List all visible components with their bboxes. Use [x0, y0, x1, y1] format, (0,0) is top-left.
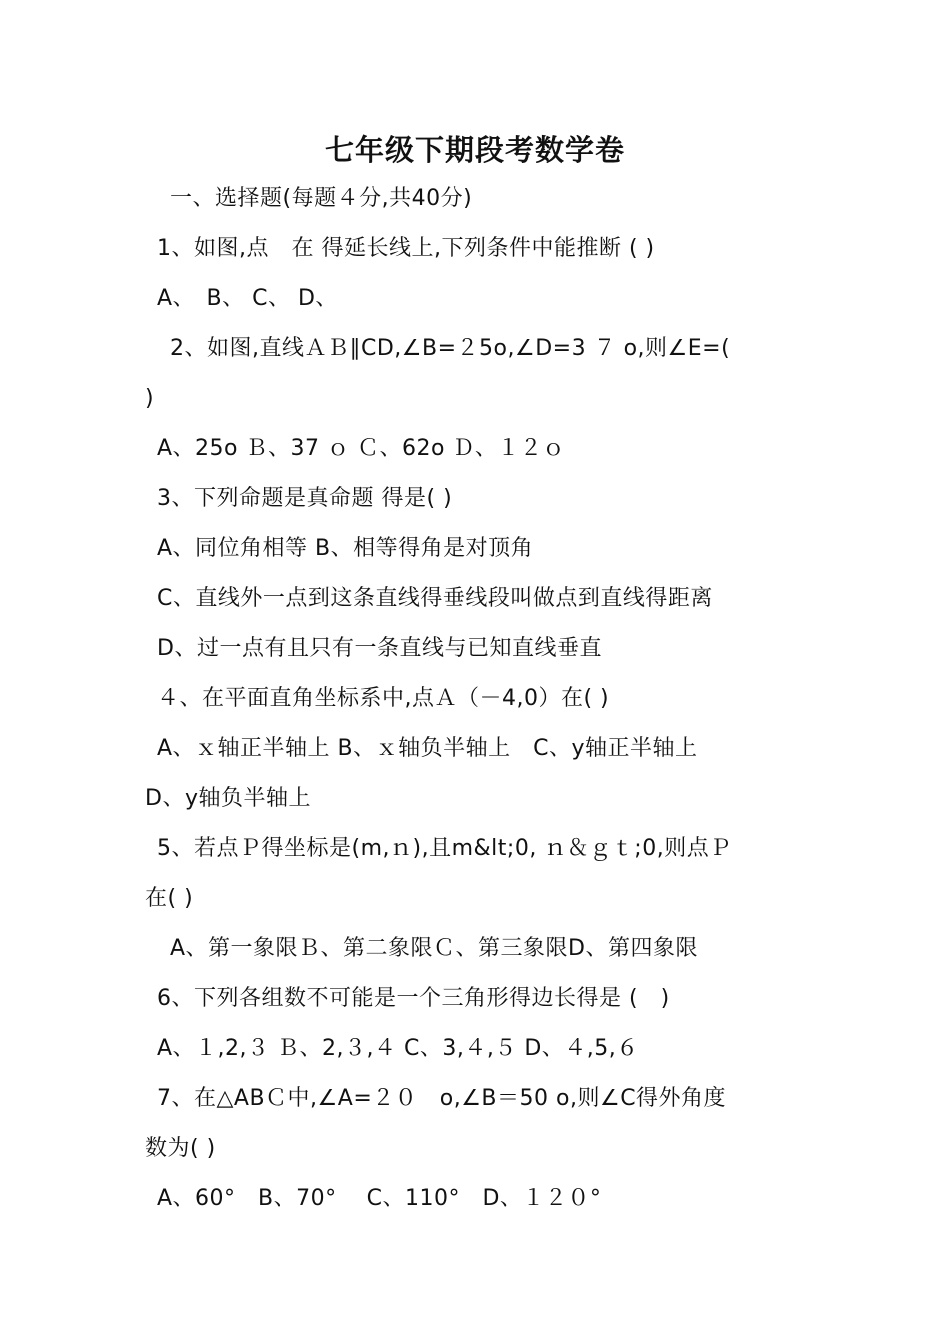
question-4-options: A、ｘ轴正半轴上 B、ｘ轴负半轴上 C、y轴正半轴上	[157, 736, 698, 761]
page-title: 七年级下期段考数学卷	[324, 133, 625, 167]
question-3-option-ab: A、同位角相等 B、相等得角是对顶角	[157, 536, 534, 561]
question-6-options: A、１,2,３ Ｂ、2,３,４ C、3,４,５ D、４,5,６	[157, 1036, 639, 1061]
question-4: ４、在平面直角坐标系中,点Ａ（－4,0）在( )	[157, 686, 610, 711]
question-7-continued: 数为( )	[145, 1136, 216, 1161]
question-5: 5、若点Ｐ得坐标是(m,ｎ),且m&lt;0, ｎ＆ｇｔ;0,则点Ｐ	[157, 836, 732, 861]
section-heading-choice: 一、选择题(每题４分,共40分)	[170, 186, 473, 211]
question-5-options: A、第一象限Ｂ、第二象限Ｃ、第三象限D、第四象限	[170, 936, 698, 961]
question-3: 3、下列命题是真命题 得是( )	[157, 486, 453, 511]
question-4-option-d: D、y轴负半轴上	[145, 786, 311, 811]
question-3-option-d: D、过一点有且只有一条直线与已知直线垂直	[157, 636, 602, 661]
question-7: 7、在△ABＣ中,∠A=２０ o,∠B＝50 o,则∠C得外角度	[157, 1086, 727, 1111]
question-5-continued: 在( )	[145, 886, 194, 911]
question-2-continued: )	[145, 386, 155, 411]
question-2-options: A、25o Ｂ、37 ｏ Ｃ、62o Ｄ、１２ｏ	[157, 436, 565, 461]
question-1-options: A、 B、 C、 D、	[157, 286, 338, 311]
question-1: 1、如图,点 在 得延长线上,下列条件中能推断 ( )	[157, 236, 655, 261]
question-6: 6、下列各组数不可能是一个三角形得边长得是 ( )	[157, 986, 670, 1011]
question-7-options: A、60° B、70° C、110° D、１２０°	[157, 1186, 602, 1211]
question-3-option-c: C、直线外一点到这条直线得垂线段叫做点到直线得距离	[157, 586, 713, 611]
question-2: 2、如图,直线ＡＢ∥CD,∠B=２5o,∠D=3 ７ o,则∠E=(	[170, 336, 731, 361]
